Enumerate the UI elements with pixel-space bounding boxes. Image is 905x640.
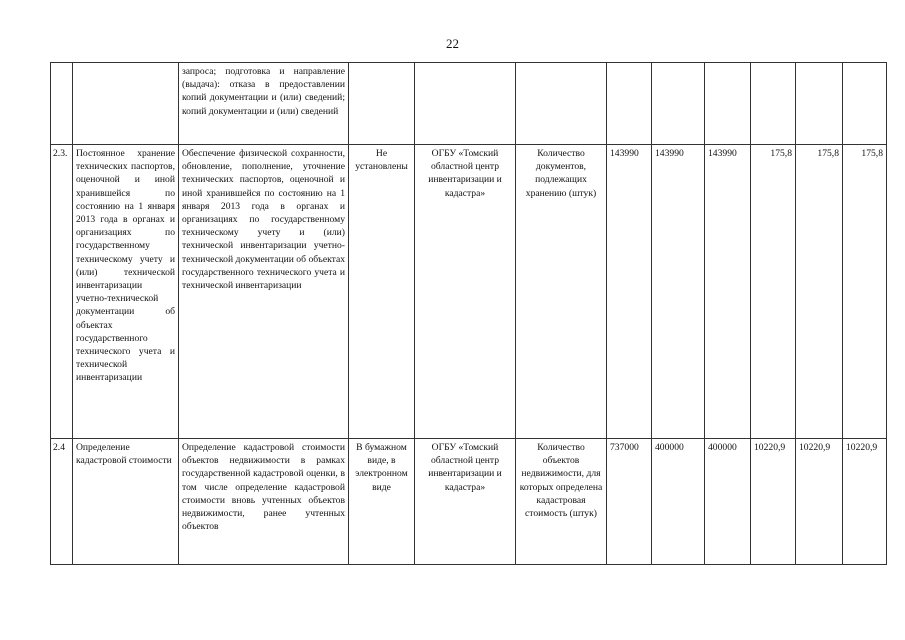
service-form-cell: Не установлены [349,145,415,439]
performer-cell: ОГБУ «Томский областной центр инвентаризации и кадастра» [415,439,516,565]
service-content-cell: Определение кадастровой стоимости объектов недвижимости в рамках государственной кадастровой оценки, в том числе определение кадастровой стоимости вновь учтенных объектов недвижимости, ранее учтенных объектов [179,439,349,565]
value-cell-5 [796,63,843,145]
value-cell-6 [843,63,887,145]
value-cell-3: 143990 [705,145,751,439]
value-cell-2 [652,63,705,145]
value-cell-3: 400000 [705,439,751,565]
value-cell-2: 400000 [652,439,705,565]
value-cell-5: 175,8 [796,145,843,439]
page-number: 22 [446,36,459,51]
indicator-cell: Количество документов, подлежащих хранению (штук) [516,145,607,439]
service-content-cell: запроса; подготовка и направление (выдача): отказа в предоставлении копий документации и (или) сведений; копий документации и (или) сведений [179,63,349,145]
table-row [51,439,887,565]
service-name-cell: Постоянное хранение технических паспортов, оценочной и иной хранившейся по состоянию на 1 января 2013 года в органах и организациях по государственному техническому учету и (или) технической инвентаризации учетно-технической документации об объектах государственного технического учета и технической инвентаризации [73,145,179,439]
value-cell-5: 10220,9 [796,439,843,565]
row-number-cell [51,63,73,145]
service-content-cell: Обеспечение физической сохранности, обновление, пополнение, уточнение технических паспортов, оценочной и иной хранившейся по состоянию на 1 января 2013 года в органах и организациях по государственному техническому учету и (или) технической инвентаризации учетно-технической документации об объектах государственного технического учета и технической инвентаризации [179,145,349,439]
value-cell-1: 143990 [607,145,652,439]
performer-cell [415,63,516,145]
value-cell-2: 143990 [652,145,705,439]
row-number-cell: 2.4 [51,439,73,565]
service-name-cell [73,63,179,145]
row-number-cell: 2.3. [51,145,73,439]
service-form-cell: В бумажном виде, в электронном виде [349,439,415,565]
value-cell-1: 737000 [607,439,652,565]
value-cell-1 [607,63,652,145]
value-cell-4 [751,63,796,145]
table-row [51,63,887,145]
service-form-cell [349,63,415,145]
value-cell-6: 10220,9 [843,439,887,565]
performer-cell: ОГБУ «Томский областной центр инвентаризации и кадастра» [415,145,516,439]
value-cell-4: 175,8 [751,145,796,439]
value-cell-4: 10220,9 [751,439,796,565]
table-row [51,145,887,439]
service-name-cell: Определение кадастровой стоимости [73,439,179,565]
indicator-cell: Количество объектов недвижимости, для которых определена кадастровая стоимость (штук) [516,439,607,565]
indicator-cell [516,63,607,145]
value-cell-3 [705,63,751,145]
services-table [50,62,887,565]
value-cell-6: 175,8 [843,145,887,439]
